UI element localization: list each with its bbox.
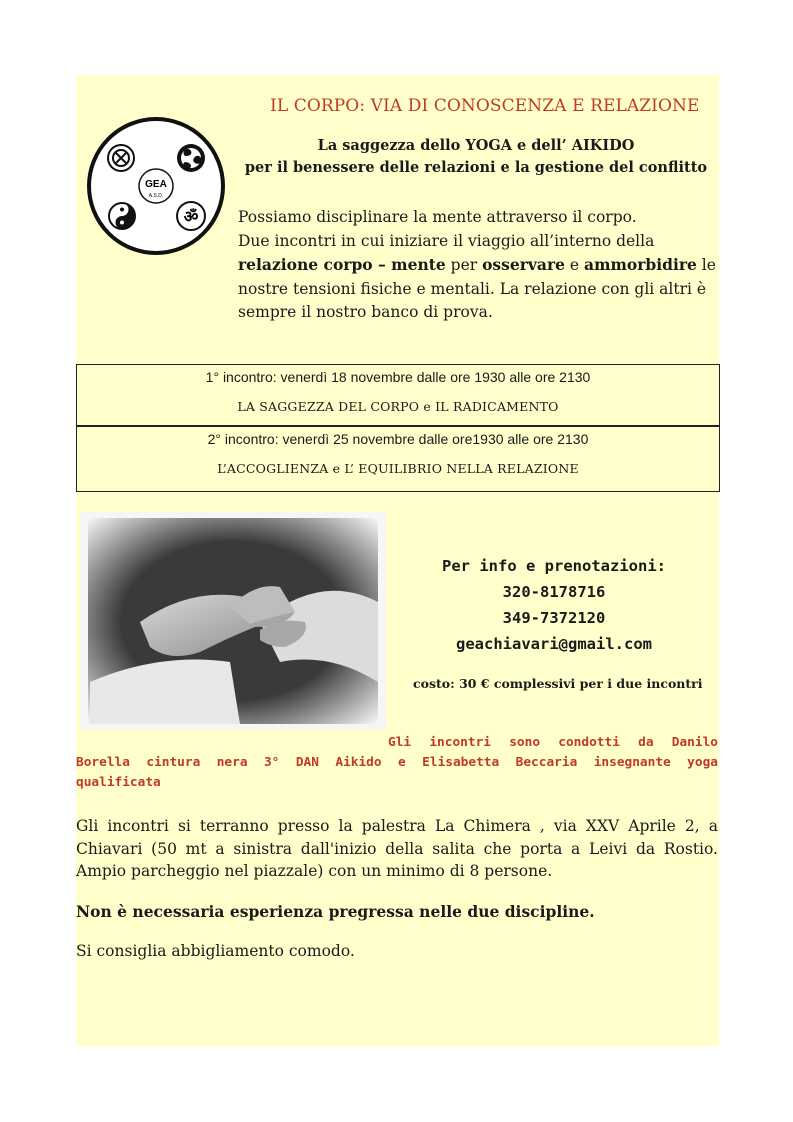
experience-note: Non è necessaria esperienza pregressa nelle due discipline. (76, 902, 595, 921)
location-paragraph: Gli incontri si terranno presso la palestra La Chimera , via XXV Aprile 2, a Chiavari (50 mt a sinistra dall'inizio della salita che porta a Leivi da Rostio. Ampio parcheggio nel piazzale) con un minimo di 8 persone. (76, 817, 718, 880)
aikido-hands-photo (80, 512, 386, 730)
session-box-2 (76, 426, 720, 492)
contact-phone-2: 349-7372120 (502, 609, 606, 627)
intro-text: per (445, 256, 483, 274)
cost-text: costo: 30 € complessivi per i due incontri (413, 676, 703, 691)
logo-sub: A.S.D. (148, 193, 164, 199)
contact-block (424, 553, 684, 657)
logo-name: GEA (145, 179, 167, 190)
session-topic: L’ACCOGLIENZA e L’ EQUILIBRIO NELLA RELAZIONE (217, 461, 579, 476)
subtitle-line-1: La saggezza dello YOGA e dell’ AIKIDO (317, 137, 635, 154)
gea-logo (86, 116, 226, 256)
flyer-subtitle (236, 135, 716, 179)
contact-phone-1: 320-8178716 (502, 583, 606, 601)
intro-bold-relation: relazione corpo – mente (238, 255, 446, 274)
session-heading: 2° incontro: venerdì 25 novembre dalle ore1930 alle ore 2130 (207, 431, 589, 447)
intro-sentence-2 (238, 230, 724, 325)
session-heading: 1° incontro: venerdì 18 novembre dalle ore 1930 alle ore 2130 (205, 369, 591, 385)
subtitle-line-2: per il benessere delle relazioni e la gestione del conflitto (244, 159, 708, 176)
aikido-emblem-icon (108, 145, 134, 171)
mitsudomoe-icon (177, 144, 205, 172)
intro-paragraph (238, 206, 724, 325)
intro-bold-observe: osservare (482, 255, 565, 274)
om-icon (177, 202, 205, 230)
intro-text: e (565, 256, 585, 274)
session-box-1 (76, 364, 720, 426)
intro-text: le nostre tensioni fisiche e mentali. La relazione con gli altri è sempre il nostro banco di prova. (238, 256, 716, 321)
intro-bold-soften: ammorbidire (584, 255, 697, 274)
flyer-title: IL CORPO: VIA DI CONOSCENZA E RELAZIONE (270, 96, 700, 116)
clothing-note: Si consiglia abbigliamento comodo. (76, 942, 355, 960)
contact-email: geachiavari@gmail.com (456, 635, 652, 653)
session-topic: LA SAGGEZZA DEL CORPO e IL RADICAMENTO (237, 399, 559, 414)
teachers-text: Gli incontri sono condotti da Danilo Borella cintura nera 3° DAN Aikido e Elisabetta Beccaria insegnante yoga qualificata (76, 735, 718, 790)
intro-text: Due incontri in cui iniziare il viaggio all’interno della (238, 231, 655, 250)
yin-yang-icon (109, 203, 135, 229)
intro-sentence-1: Possiamo disciplinare la mente attraverso il corpo. (238, 208, 637, 226)
svg-text:ॐ: ॐ (183, 207, 199, 226)
contact-label: Per info e prenotazioni: (442, 557, 666, 575)
